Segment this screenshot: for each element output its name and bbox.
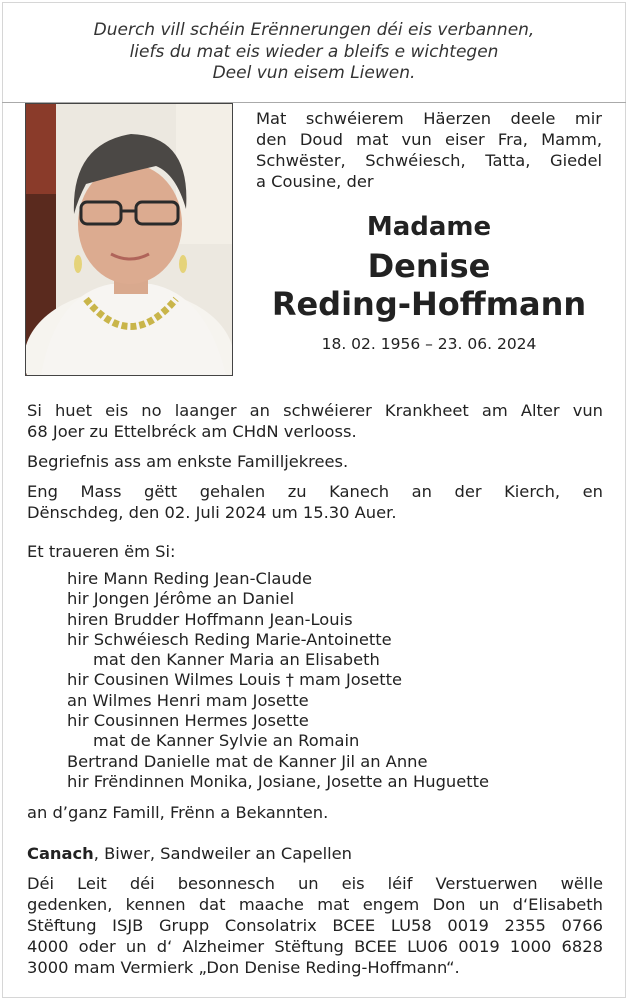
mourner-line: hiren Brudder Hoffmann Jean-Louis bbox=[67, 609, 353, 629]
paragraph-line: Si huet eis no laanger an schwéierer Krankheet am Alter vun bbox=[27, 401, 603, 420]
announcement-intro bbox=[256, 108, 602, 192]
passing-paragraph bbox=[27, 400, 603, 442]
mourner-line: hir Frëndinnen Monika, Josiane, Josette an Huguette bbox=[67, 771, 490, 791]
paragraph-line: gedenken, kennen dat maache mat engem Don un d‘Elisabeth bbox=[27, 895, 603, 914]
paragraph-line: Eng Mass gëtt gehalen zu Kanech an der Kierch, en bbox=[27, 482, 603, 501]
mourner-line: hir Cousinen Wilmes Louis † mam Josette bbox=[67, 670, 402, 690]
deceased-last-name: Reding-Hoffmann bbox=[271, 285, 587, 323]
main-place: Canach bbox=[27, 844, 94, 863]
intro-line: a Cousine, der bbox=[256, 172, 374, 191]
mourner-line: hir Schwéiesch Reding Marie-Antoinette bbox=[67, 629, 392, 649]
poem-line: Deel vun eisem Liewen. bbox=[212, 63, 416, 83]
paragraph-line: 3000 mam Vermierk „Don Denise Reding-Hoffmann“. bbox=[27, 958, 460, 977]
paragraph-line: Stëftung ISJB Grupp Consolatrix BCEE LU58 0019 2355 0766 bbox=[27, 916, 603, 935]
life-dates: 18. 02. 1956 – 23. 06. 2024 bbox=[321, 335, 537, 353]
mourner-line: mat den Kanner Maria an Elisabeth bbox=[93, 650, 380, 670]
paragraph-line: 4000 oder un d‘ Alzheimer Stëftung BCEE LU06 0019 1000 6828 bbox=[27, 937, 603, 956]
mass-paragraph bbox=[27, 481, 603, 523]
memorial-poem bbox=[40, 20, 588, 85]
closing-line: an d’ganz Famill, Frënn a Bekannten. bbox=[27, 803, 329, 822]
mourner-line: hire Mann Reding Jean-Claude bbox=[67, 569, 313, 588]
mourner-line: hir Cousinnen Hermes Josette bbox=[67, 711, 309, 731]
intro-line: Mat schwéierem Häerzen deele mir bbox=[256, 109, 602, 128]
mourner-line: Bertrand Danielle mat de Kanner Jil an Anne bbox=[67, 751, 428, 771]
burial-notice: Begriefnis ass am enkste Familljekrees. bbox=[27, 452, 349, 471]
deceased-title: Madame bbox=[366, 212, 492, 242]
deceased-first-name: Denise bbox=[367, 247, 491, 285]
paragraph-line: Dënschdeg, den 02. Juli 2024 um 15.30 Auer. bbox=[27, 503, 397, 522]
donation-paragraph bbox=[27, 873, 603, 978]
portrait-photo bbox=[25, 103, 233, 376]
other-places: , Biwer, Sandweiler an Capellen bbox=[93, 844, 352, 863]
intro-line: Schwëster, Schwéiesch, Tatta, Giedel bbox=[256, 151, 602, 170]
mourner-line: mat de Kanner Sylvie an Romain bbox=[93, 731, 360, 751]
paragraph-line: Déi Leit déi besonnesch un eis léif Verstuerwen wëlle bbox=[27, 874, 603, 893]
intro-line: den Doud mat vun eiser Fra, Mamm, bbox=[256, 130, 602, 149]
mourners-list bbox=[27, 569, 603, 792]
places-line bbox=[27, 843, 603, 864]
poem-line: liefs du mat eis wieder a bleifs e wichtegen bbox=[129, 41, 499, 62]
mourner-line: hir Jongen Jérôme an Daniel bbox=[67, 589, 295, 609]
mourner-line: an Wilmes Henri mam Josette bbox=[67, 690, 309, 710]
poem-line: Duerch vill schéin Erënnerungen déi eis verbannen, bbox=[93, 20, 535, 40]
mourning-intro: Et traueren ëm Si: bbox=[27, 542, 176, 561]
paragraph-line: 68 Joer zu Ettelbréck am CHdN verlooss. bbox=[27, 422, 357, 441]
portrait-illustration bbox=[26, 104, 232, 375]
